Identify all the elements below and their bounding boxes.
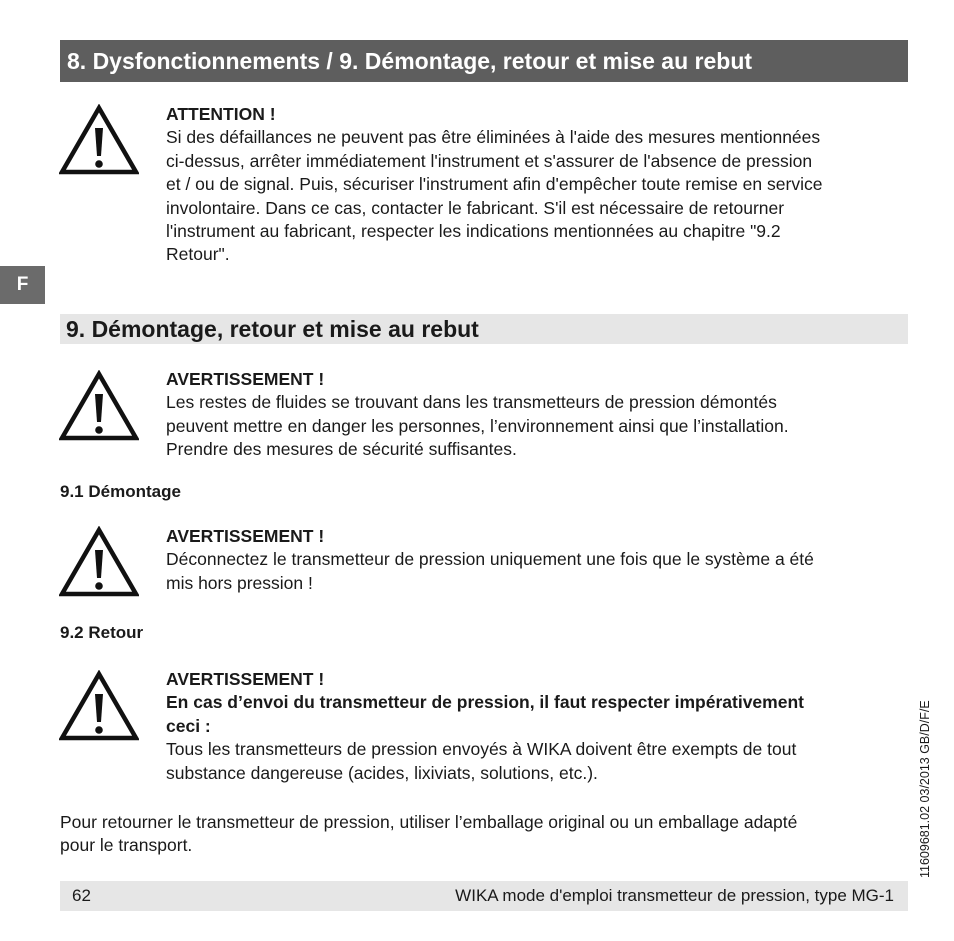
- page-footer: [60, 881, 908, 911]
- warning-line: mis hors pression !: [166, 572, 313, 593]
- warning-title: AVERTISSEMENT !: [166, 526, 325, 546]
- warning-line: substance dangereuse (acides, lixiviats, solutions, etc.).: [166, 762, 598, 783]
- warning-title: AVERTISSEMENT !: [166, 369, 325, 389]
- attention-line: l'instrument au fabricant, respecter les indications mentionnées au chapitre "9.2: [166, 221, 781, 242]
- attention-line: Retour".: [166, 244, 230, 265]
- warning-bold-line: En cas d’envoi du transmetteur de pression, il faut respecter impérativement: [166, 692, 804, 713]
- attention-line: involontaire. Dans ce cas, contacter le fabricant. S'il est nécessaire de retourner: [166, 197, 785, 218]
- warning-block-2: [166, 525, 904, 595]
- warning-block-3: [166, 668, 904, 785]
- warning-triangle-icon: [59, 670, 139, 742]
- attention-block: [166, 103, 904, 267]
- paragraph-line: Pour retourner le transmetteur de pression, utiliser l’emballage original ou un emballage adapté: [60, 812, 798, 832]
- attention-title: ATTENTION !: [166, 104, 276, 124]
- warning-triangle-icon: [59, 104, 139, 176]
- warning-line: Déconnectez le transmetteur de pression uniquement une fois que le système a été: [166, 549, 814, 570]
- warning-bold-line: ceci :: [166, 715, 211, 736]
- warning-triangle-icon: [59, 526, 139, 598]
- language-tab: F: [0, 266, 45, 304]
- attention-line: ci-dessus, arrêter immédiatement l'instrument et s'assurer de l'absence de pression: [166, 150, 813, 171]
- warning-block-1: [166, 368, 904, 462]
- document-code: 11609681.02 03/2013 GB/D/F/E: [918, 700, 932, 878]
- warning-title: AVERTISSEMENT !: [166, 669, 325, 689]
- subheading-9-1: 9.1 Démontage: [60, 482, 181, 501]
- closing-paragraph: [60, 811, 900, 858]
- warning-line: Prendre des mesures de sécurité suffisantes.: [166, 439, 517, 460]
- warning-line: Les restes de fluides se trouvant dans les transmetteurs de pression démontés: [166, 392, 777, 413]
- attention-line: et / ou de signal. Puis, sécuriser l'instrument afin d'empêcher toute remise en service: [166, 174, 823, 195]
- warning-triangle-icon: [59, 370, 139, 442]
- attention-line: Si des défaillances ne peuvent pas être éliminées à l'aide des mesures mentionnées: [166, 127, 821, 148]
- section-header-9: 9. Démontage, retour et mise au rebut: [60, 314, 908, 344]
- subheading-9-2: 9.2 Retour: [60, 623, 144, 642]
- section-header-8: 8. Dysfonctionnements / 9. Démontage, retour et mise au rebut: [60, 40, 908, 82]
- paragraph-line: pour le transport.: [60, 835, 193, 856]
- footer-text: WIKA mode d'emploi transmetteur de pression, type MG-1: [455, 886, 894, 905]
- warning-line: peuvent mettre en danger les personnes, l’environnement ainsi que l’installation.: [166, 415, 789, 436]
- page-number: 62: [72, 886, 91, 905]
- warning-line: Tous les transmetteurs de pression envoyés à WIKA doivent être exempts de tout: [166, 739, 797, 760]
